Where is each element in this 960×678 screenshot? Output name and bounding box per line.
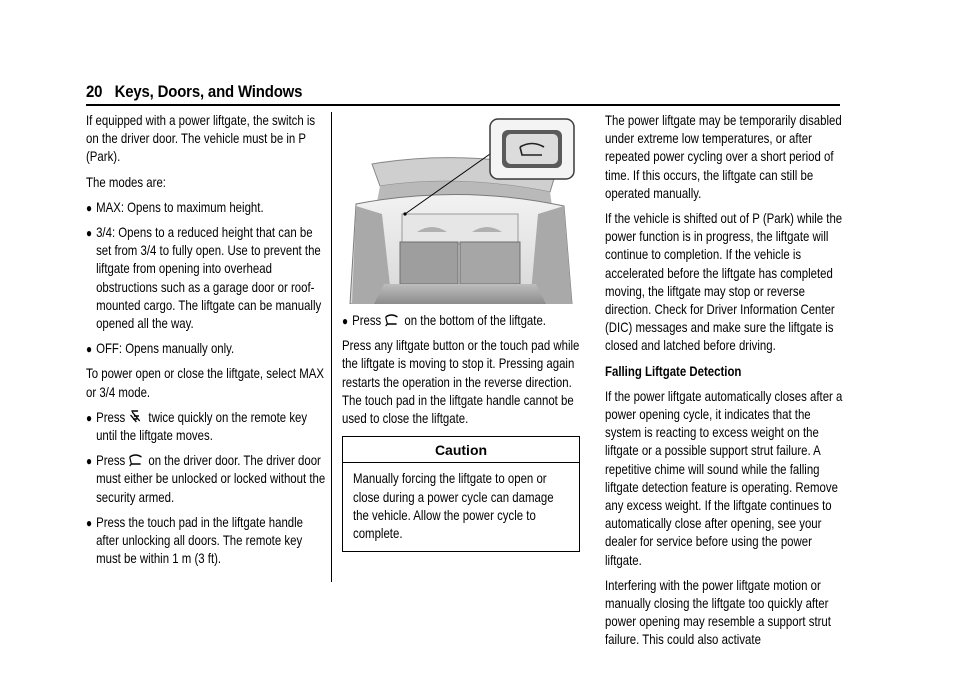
liftgate-photo <box>342 114 578 304</box>
remote-liftgate-icon <box>128 410 141 424</box>
bullet-icon: ● <box>86 342 93 357</box>
step-item: ● Press on the driver door. The driver door must either be unlocked or locked without the security armed. <box>86 453 326 505</box>
bullet-icon: ● <box>86 226 93 241</box>
caution-body: Manually forcing the liftgate to open or close during a power cycle can damage the vehicle. Allow the power cycle to complete. <box>353 471 554 542</box>
stop-paragraph: Press any liftgate button or the touch pad while the liftgate is moving to stop it. Pressing again restarts the operation in the reverse direction. The touch pad in the liftgate handle cannot be used to close the liftgate. <box>342 338 580 427</box>
paragraph-interfering: Interfering with the power liftgate motion or manually closing the liftgate too quickly after power opening may resemble a support strut failure. This could also activate <box>605 577 831 648</box>
paragraph-falling-liftgate: If the power liftgate automatically closes after a power opening cycle, it indicates that the system is reacting to excess weight on the liftgate or a possible support strut failure. A repetitive chime will sound while the falling liftgate detection feature is operating. Remove any excess weight. If the liftgate continues to automatically close after opening, see your dealer for service before using the power liftgate. <box>605 388 843 568</box>
liftgate-icon <box>128 453 141 467</box>
column-2 <box>342 112 580 552</box>
bullet-icon: ● <box>86 200 93 215</box>
modes-label: The modes are: <box>86 174 166 190</box>
falling-liftgate-heading: Falling Liftgate Detection <box>605 363 742 379</box>
column-1 <box>86 112 326 575</box>
intro-paragraph: If equipped with a power liftgate, the switch is on the driver door. The vehicle must be in P (Park). <box>86 113 316 165</box>
page-number: 20 <box>86 82 103 101</box>
bullet-icon: ● <box>342 314 349 328</box>
paragraph-temporarily-disabled: The power liftgate may be temporarily disabled under extreme low temperatures, or after repeated power cycling over a short period of time. If this occurs, the liftgate can still be operated manually. <box>605 113 842 201</box>
bullet-icon: ● <box>86 454 93 469</box>
section-title: Keys, Doors, and Windows <box>114 82 303 101</box>
liftgate-icon <box>384 313 397 327</box>
header-rule <box>86 104 840 106</box>
paragraph-shifted-out-of-park: If the vehicle is shifted out of P (Park) while the power function is in progress, the liftgate will continue to completion. If the vehicle is accelerated before the liftgate has completed moving, the liftgate may stop or reverse direction. Check for Driver Information Center (DIC) messages and make sure the liftgate is closed and latched before driving. <box>605 211 843 354</box>
bullet-icon: ● <box>86 410 93 425</box>
to-open-paragraph: To power open or close the liftgate, select MAX or 3/4 mode. <box>86 366 325 400</box>
step-item: ● Press twice quickly on the remote key until the liftgate moves. <box>86 409 308 444</box>
mode-item: ● OFF: Opens manually only. <box>86 340 326 358</box>
caution-box <box>342 436 580 552</box>
press-bottom-item: ● Press on the bottom of the liftgate. <box>342 312 580 330</box>
caution-title: Caution <box>343 437 579 463</box>
mode-item: ● 3/4: Opens to a reduced height that can be set from 3/4 to fully open. Use to prevent the liftgate from opening into overhead obstructions such as a garage door or roof-mounted cargo. The liftgate can be manually opened all the way. <box>86 225 322 332</box>
bullet-icon: ● <box>86 515 93 530</box>
mode-item: ● MAX: Opens to maximum height. <box>86 199 326 217</box>
column-divider <box>331 112 332 582</box>
page-header <box>86 82 750 106</box>
column-3 <box>605 112 845 657</box>
step-item: ● Press the touch pad in the liftgate handle after unlocking all doors. The remote key must be within 1 m (3 ft). <box>86 514 304 567</box>
liftgate-interior-photo <box>342 114 578 304</box>
